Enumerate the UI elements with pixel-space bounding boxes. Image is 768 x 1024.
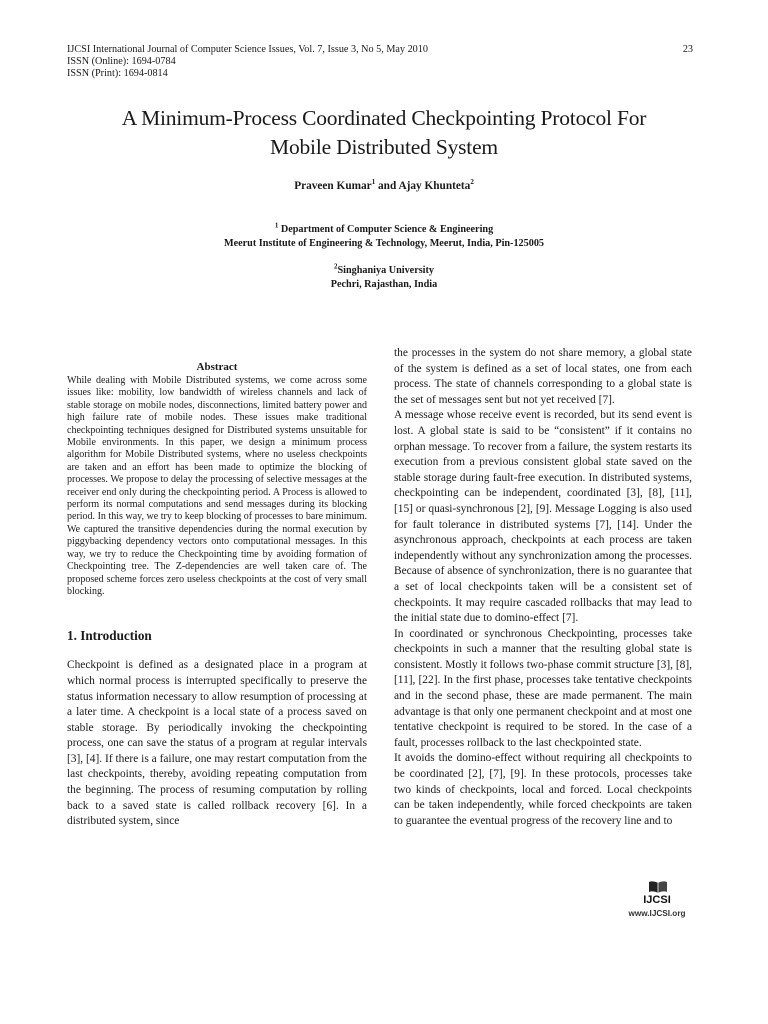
affiliation-2-mark: 2 [333,262,338,271]
author-conjunction: and [375,180,399,192]
abstract-text: While dealing with Mobile Distributed systems, we come across some issues like: mobility, low bandwidth of wireless channels and lack of stable storage on mobile nodes, disconnections, limited battery power and high failure rate of mobile nodes. These issues make traditional checkpointing techniques designed for Distributed systems unsuitable for Mobile environments. In this paper, we design a minimum process algorithm for Mobile Distributed systems, where no useless checkpoints are taken and an effort has been made to optimize the blocking of processes. We propose to delay the processing of selective messages at the receiver end only during the checkpointing period. A Process is allowed to perform its normal computations and send messages during its blocking period. In this way, we try to keep blocking of processes to bare minimum. We captured the transitive dependencies during the normal execution by piggybacking dependency vectors onto computational messages. In this way, we try to reduce the Checkpointing time by avoiding formation of Checkpointing tree. The Z-dependencies are well taken care of. The proposed scheme forces zero useless checkpoints at the cost of very small blocking. [67,375,367,597]
affiliation-2-location: Pechri, Rajasthan, India [330,279,438,290]
author-2-mark: 2 [470,178,474,187]
paragraph-consistency: A message whose receive event is recorded, but its send event is lost. A global state is said to be “consistent” if it contains no orphan message. To recover from a failure, the system restarts its execution from a previous consistent global state saved on the stable storage during fault-free execution. In distributed systems, checkpointing can be independent, coordinated [3], [8], [11], [15] or quasi-synchronous [2], [9]. Message Logging is also used for fault tolerance in distributed systems [7], [14]. Under the asynchronous approach, checkpoints at each process are taken independently without any synchronization among the processes. Because of absence of synchronization, there is no guarantee that a set of local checkpoints taken will be a consistent set of checkpoints. It may require cascaded rollbacks that may lead to the initial state due to domino-effect [7]. [394,409,692,625]
author-list [0,180,768,192]
introduction-paragraph: Checkpoint is defined as a designated place in a program at which normal process is interrupted specifically to preserve the status information necessary to allow resumption of processing at a later time. A checkpoint is a local state of a process saved on stable storage. By periodically invoking the checkpointing process, one can save the status of a program at regular intervals [3], [4]. If there is a failure, one may restart computation from the last checkpoints, thereby, avoiding repeating computation from the beginning. The process of resuming computation by rolling back to a saved state is called rollback recovery [6]. In a distributed system, since [67,659,367,828]
issn-online: ISSN (Online): 1694-0784 [67,56,176,67]
title-line-1: A Minimum-Process Coordinated Checkpointing Protocol For [121,106,647,130]
affiliation-1 [0,223,768,251]
author-2: Ajay Khunteta [398,180,471,192]
affiliation-1-dept: Department of Computer Science & Engineering [278,224,494,235]
ijcsi-logo [620,880,694,922]
author-1: Praveen Kumar [294,180,372,192]
abstract-heading: Abstract [196,361,238,373]
issn-print: ISSN (Print): 1694-0814 [67,68,168,79]
paragraph-global-state: the processes in the system do not share memory, a global state of the system is defined as a set of local states, one from each process. The state of channels corresponding to a global state is the set of messages sent but not yet received [7]. [394,347,692,406]
affiliation-2-university: Singhaniya University [337,265,435,276]
paper-title [40,104,728,162]
section-heading-introduction: 1. Introduction [67,628,152,644]
title-line-2: Mobile Distributed System [270,135,498,159]
affiliation-2 [0,264,768,292]
left-column [67,361,367,830]
paragraph-coordinated: In coordinated or synchronous Checkpointing, processes take checkpoints in such a manner that the resulting global state is consistent. Mostly it follows two-phase commit structure [3], [8], [11], [22]. In the first phase, processes take tentative checkpoints and in the second phase, these are made permanent. The main advantage is that only one permanent checkpoint and at most one tentative checkpoint is required to be stored. In the case of a fault, processes rollback to the last checkpointed state. [394,627,692,749]
journal-citation: IJCSI International Journal of Computer Science Issues, Vol. 7, Issue 3, No 5, May 2010 [67,44,428,55]
journal-header [67,44,428,80]
author-1-mark: 1 [371,178,376,187]
affiliation-1-mark: 1 [274,221,279,230]
page-number: 23 [682,44,693,55]
logo-name: IJCSI [643,894,671,906]
affiliation-1-institute: Meerut Institute of Engineering & Technology, Meerut, India, Pin-125005 [223,238,545,249]
paragraph-quasi-synchronous: It avoids the domino-effect without requiring all checkpoints to be coordinated [2], [7], [9]. In these protocols, processes take two kinds of checkpoints, local and forced. Local checkpoints can be taken independently, while forced checkpoints are taken to guarantee the eventual progress of the recovery line and to [394,752,692,827]
logo-url: www.IJCSI.org [628,909,686,918]
right-column [394,346,692,829]
book-icon [648,880,668,894]
